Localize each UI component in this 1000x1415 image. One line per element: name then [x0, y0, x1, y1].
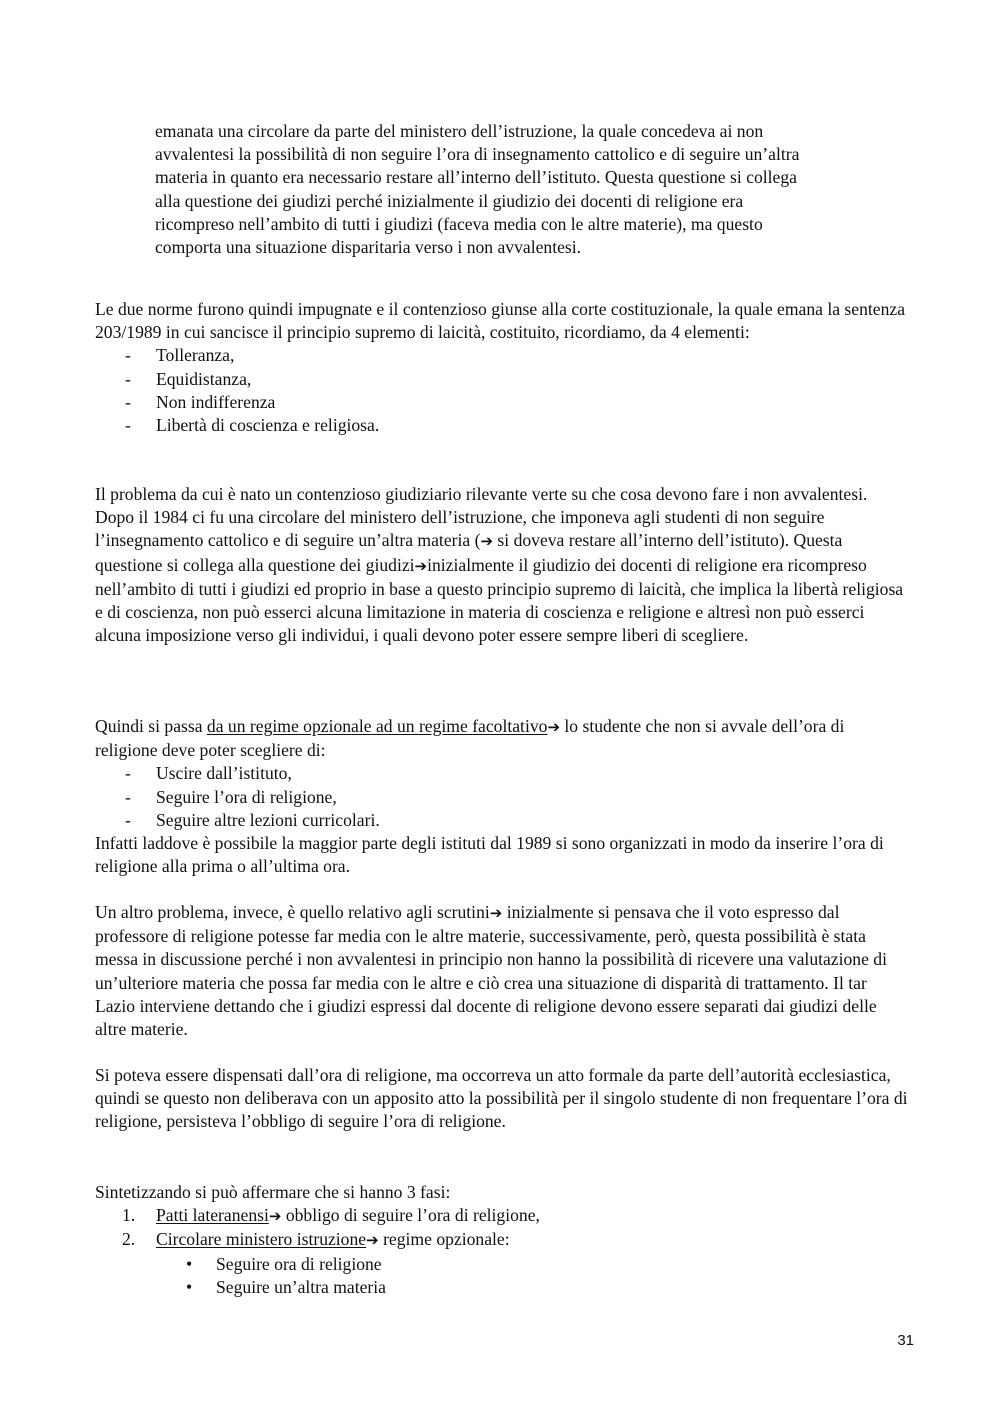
- dash-marker: -: [125, 809, 131, 830]
- dispensa-paragraph: Si poteva essere dispensati dall’ora di religione, ma occorreva un atto formale da parte dell’autorità ecclesiastica, quindi se questo non deliberava con un apposito atto la possibilità per il singolo studente di non frequentare l’ora di religione, persisteva l’obbligo di seguire l’ora di religione.: [95, 1065, 908, 1132]
- circolare-paragraph: [95, 506, 910, 647]
- dash-marker: -: [125, 391, 131, 412]
- list-item-text: Uscire dall’istituto,: [156, 763, 292, 784]
- list-item: [95, 1228, 910, 1252]
- scrutini-rest: inizialmente si pensava che il voto espresso dal professore di religione potesse far media con le altre materie, successivamente, però, questa possibilità è stata messa in discussione perché i non avvalentesi in principio non hanno la possibilità di ricevere una valutazione di un’ulteriore materia che possa far media con le altre e ciò crea una situazione di disparità di trattamento. Il tar Lazio interviene dettando che i giudizi espressi dal docente di religione devono essere separati dai giudizi delle altre materie.: [95, 902, 887, 1040]
- list-item: [95, 809, 910, 832]
- phase-description: obbligo di seguire l’ora di religione,: [281, 1205, 540, 1226]
- continuation-line: comporta una situazione disparitaria verso i non avvalentesi.: [155, 237, 582, 258]
- list-item-text: Equidistanza,: [156, 368, 252, 389]
- right-arrow-icon: ➔: [547, 718, 561, 736]
- regime-lead: Quindi si passa: [95, 716, 207, 736]
- section-problema: [95, 483, 910, 647]
- list-number: 2.: [122, 1229, 136, 1250]
- phase-options-list: [95, 1253, 910, 1299]
- sentenza-paragraph: Le due norme furono quindi impugnate e il contenzioso giunse alla corte costituzionale, la quale emana la sentenza 203/1989 in cui sancisce il principio supremo di laicità, costituito, ricordiamo, da 4 elementi:: [95, 299, 905, 343]
- list-number: 1.: [122, 1205, 136, 1226]
- list-item: [95, 1276, 910, 1299]
- section-sentenza: [95, 298, 910, 437]
- list-item-text: Libertà di coscienza e religiosa.: [156, 415, 380, 436]
- dash-marker: -: [125, 345, 131, 366]
- bullet-marker: •: [186, 1253, 193, 1274]
- phases-list: [95, 1204, 910, 1252]
- options-list: [95, 762, 910, 832]
- fasi-lead: Sintetizzando si può affermare che si hanno 3 fasi:: [95, 1182, 451, 1202]
- list-item: [95, 391, 910, 414]
- list-item: [95, 344, 910, 367]
- dash-marker: -: [125, 415, 131, 436]
- regime-rest: lo studente che non si avvale dell’ora di religione deve poter scegliere di:: [95, 716, 845, 761]
- dash-marker: -: [125, 763, 131, 784]
- list-item-text: Seguire un’altra materia: [216, 1276, 386, 1297]
- list-item: [95, 762, 910, 785]
- list-item: [95, 1253, 910, 1276]
- section-regime: [95, 715, 910, 878]
- bullet-marker: •: [186, 1276, 193, 1297]
- right-arrow-icon: ➔: [414, 556, 428, 575]
- list-item-text: Tolleranza,: [156, 345, 235, 366]
- regime-after-paragraph: Infatti laddove è possibile la maggior parte degli istituti dal 1989 si sono organizzati in modo da inserire l’ora di religione alla prima o all’ultima ora.: [95, 833, 884, 877]
- right-arrow-icon: ➔: [268, 1207, 282, 1226]
- right-arrow-icon: ➔: [489, 904, 503, 922]
- scrutini-lead: Un altro problema, invece, è quello relativo agli scrutini: [95, 902, 490, 922]
- circolare-text-b: si doveva restare all’interno dell’istituto). Questa questione si collega alla questione dei giudizi: [95, 530, 843, 575]
- phase-description: regime opzionale:: [378, 1229, 510, 1250]
- list-item: [95, 414, 910, 437]
- scrutini-paragraph: [95, 901, 910, 1041]
- continuation-line: alla questione dei giudizi perché inizialmente il giudizio dei docenti di religione era: [155, 190, 744, 211]
- circolare-text-c: inizialmente il giudizio dei docenti di religione era ricompreso nell’ambito di tutti i giudizi ed proprio in base a questo principio supremo di laicità, che implica la libertà religiosa e di coscienza, non può esserci alcuna limitazione in materia di coscienza e religione e altresì non può esserci alcuna imposizione verso gli individui, i quali devono poter essere sempre liberi di scegliere.: [95, 554, 904, 646]
- list-item: [95, 786, 910, 809]
- dash-marker: -: [125, 368, 131, 389]
- list-item-text: Seguire l’ora di religione,: [156, 786, 337, 807]
- regime-paragraph: [95, 715, 910, 762]
- page-number: 31: [897, 1332, 914, 1349]
- continuation-line: ricompreso nell’ambito di tutti i giudizi (faceva media con le altre materie), ma questo: [155, 213, 763, 234]
- dash-marker: -: [125, 786, 131, 807]
- list-item-text: Seguire altre lezioni curricolari.: [156, 809, 380, 830]
- right-arrow-icon: ➔: [366, 1231, 379, 1250]
- list-item: [95, 368, 910, 391]
- laicita-elements-list: [95, 344, 910, 437]
- phase-title: Patti lateranensi: [156, 1205, 269, 1226]
- continuation-line: materia in quanto era necessario restare all’interno dell’istituto. Questa questione si collega: [155, 167, 797, 188]
- section-fasi: [95, 1181, 910, 1299]
- list-item: [95, 1204, 910, 1228]
- section-scrutini: [95, 901, 910, 1041]
- continuation-line: avvalentesi la possibilità di non seguire l’ora di insegnamento cattolico e di seguire un’altra: [155, 144, 800, 165]
- continuation-paragraph: [155, 120, 910, 259]
- right-arrow-icon: ➔: [480, 532, 494, 551]
- continuation-line: emanata una circolare da parte del ministero dell’istruzione, la quale concedeva ai non: [155, 121, 764, 141]
- circolare-text-a: Dopo il 1984 ci fu una circolare del ministero dell’istruzione, che imponeva agli studenti di non seguire l’insegnamento cattolico e di seguire un’altra materia (: [95, 507, 825, 551]
- regime-underlined: da un regime opzionale ad un regime facoltativo: [206, 716, 548, 736]
- phase-title: Circolare ministero istruzione: [156, 1229, 367, 1250]
- problem-paragraph: Il problema da cui è nato un contenzioso giudiziario rilevante verte su che cosa devono fare i non avvalentesi.: [95, 484, 868, 504]
- list-item-text: Non indifferenza: [156, 391, 276, 412]
- list-item-text: Seguire ora di religione: [216, 1253, 382, 1274]
- section-dispensa: [95, 1064, 910, 1134]
